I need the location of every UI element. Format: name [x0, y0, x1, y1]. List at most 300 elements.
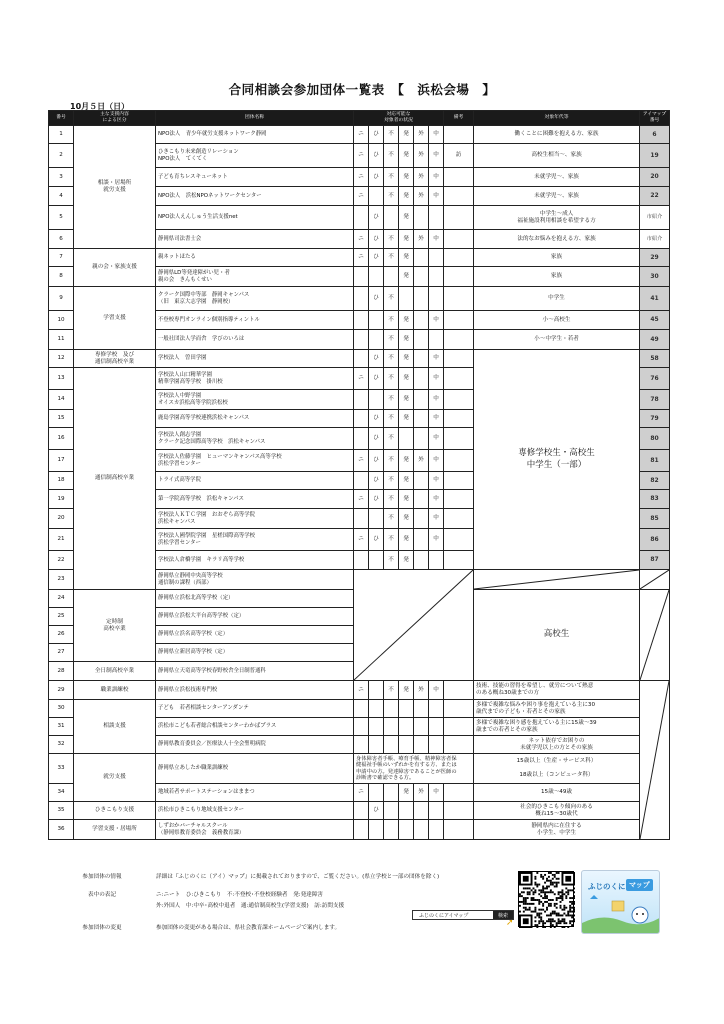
status-flag	[429, 700, 444, 718]
row-number: 26	[49, 626, 74, 644]
target-age: 法的なお悩みを抱える方、家族	[474, 230, 640, 249]
status-flag	[354, 350, 369, 368]
status-flag: 中	[429, 529, 444, 551]
eligibility-note: 身体障害者手帳、療育手帳、精神障害者保 健福祉手帳のいずれかを有する方、または 申請中の方。発達障害であることが医師の 診断書で確認できる方。	[354, 754, 474, 784]
map-number: 58	[640, 350, 670, 368]
status-flag: 不	[384, 144, 399, 168]
org-name: 学校法人中野学園 オイスカ浜松高等学院浜松校	[156, 390, 354, 410]
info-label: 参加団体の情報	[82, 874, 122, 880]
org-name: 静岡県立浜松大平台高等学校（定）	[156, 608, 354, 626]
row-number: 18	[49, 472, 74, 490]
status-flag: ひ	[369, 472, 384, 490]
note-cell	[444, 368, 474, 390]
map-number: 49	[640, 330, 670, 350]
status-flag: 不	[384, 368, 399, 390]
search-button[interactable]: 検索	[493, 911, 513, 919]
status-flag: 中	[429, 428, 444, 450]
row-number: 12	[49, 350, 74, 368]
status-flag: 中	[429, 450, 444, 472]
note-cell	[444, 267, 474, 287]
row-number: 22	[49, 551, 74, 570]
org-name: NPO法人 青少年就労支援ネットワーク静岡	[156, 126, 354, 144]
status-flag: 発	[399, 330, 414, 350]
status-flag: 不	[384, 681, 399, 700]
row-number: 2	[49, 144, 74, 168]
status-flag	[369, 700, 384, 718]
status-flag	[384, 736, 399, 754]
org-name: 学校法人倉橋学園 キラリ高等学校	[156, 551, 354, 570]
status-flag	[354, 311, 369, 330]
status-flag	[384, 802, 399, 820]
status-flag: ニ	[354, 490, 369, 509]
status-flag	[384, 820, 399, 840]
status-flag: 発	[399, 311, 414, 330]
note-cell	[444, 390, 474, 410]
change-label: 参加団体の変更	[82, 925, 122, 931]
status-flag	[399, 428, 414, 450]
status-flag: 外	[414, 230, 429, 249]
org-name: トライ式高等学院	[156, 472, 354, 490]
org-name: 静岡県立浜松技術専門校	[156, 681, 354, 700]
target-age: 多様で複雑な困り感を抱えている主に15歳～39 歳までの若者とその家族	[474, 718, 640, 736]
status-flag: 中	[429, 509, 444, 529]
status-flag	[369, 736, 384, 754]
note-cell	[444, 736, 474, 754]
row-number: 32	[49, 736, 74, 754]
status-flag	[414, 428, 429, 450]
map-number: 86	[640, 529, 670, 551]
status-flag	[354, 700, 369, 718]
org-name: しずおかバーチャルスクール （静岡県教育委員会 義務教育課）	[156, 820, 354, 840]
status-flag: 不	[384, 330, 399, 350]
change-notice	[48, 923, 518, 931]
row-number: 21	[49, 529, 74, 551]
status-flag: 発	[399, 249, 414, 267]
status-flag	[414, 390, 429, 410]
status-flag: ひ	[369, 249, 384, 267]
map-number: 85	[640, 509, 670, 529]
status-flag	[414, 249, 429, 267]
header-org: 団体名称	[156, 111, 354, 126]
status-flag: 発	[399, 168, 414, 187]
pointer-cursor-icon: ➚	[506, 918, 514, 928]
org-name: NPO法人えんしゅう生活支援net	[156, 206, 354, 230]
status-flag	[384, 784, 399, 802]
target-age: 中学生～成人 福祉施設利用相談を希望する方	[474, 206, 640, 230]
row-number: 29	[49, 681, 74, 700]
status-flag	[369, 267, 384, 287]
org-name: 不登校専門オンライン個別指導ティントル	[156, 311, 354, 330]
status-flag	[369, 820, 384, 840]
note-cell	[444, 311, 474, 330]
table-row	[49, 249, 670, 267]
status-flag	[429, 551, 444, 570]
status-flag: ひ	[369, 802, 384, 820]
status-flag: 外	[414, 144, 429, 168]
header-target: 対象年代等	[474, 111, 640, 126]
qr-code-icon[interactable]	[518, 871, 574, 927]
status-flag	[414, 350, 429, 368]
status-flag	[354, 472, 369, 490]
note-cell	[444, 206, 474, 230]
status-flag	[414, 509, 429, 529]
target-age: 高校生相当～、家族	[474, 144, 640, 168]
status-flag	[429, 802, 444, 820]
org-name: 静岡県立新居高等学校（定）	[156, 644, 354, 662]
note-cell	[444, 490, 474, 509]
status-flag: 中	[429, 390, 444, 410]
row-number: 15	[49, 410, 74, 428]
status-flag	[414, 529, 429, 551]
status-flag: 不	[384, 249, 399, 267]
header-category: 主な支援内容 による区分	[74, 111, 156, 126]
org-name: 学校法人佐藤学園 ヒューマンキャンパス高等学校 浜松学習センター	[156, 450, 354, 472]
header-note: 備考	[444, 111, 474, 126]
status-flag: 中	[429, 472, 444, 490]
header-flags: 対応可能な 対象者の状況	[354, 111, 444, 126]
status-flag: ニ	[354, 681, 369, 700]
note-cell	[444, 472, 474, 490]
status-flag	[354, 410, 369, 428]
status-flag	[369, 509, 384, 529]
status-flag: 不	[384, 450, 399, 472]
map-number: 82	[640, 472, 670, 490]
status-flag: 発	[399, 230, 414, 249]
row-number: 20	[49, 509, 74, 529]
status-flag	[354, 736, 369, 754]
status-flag: 外	[414, 187, 429, 206]
status-flag	[369, 718, 384, 736]
note-cell	[444, 249, 474, 267]
status-flag	[354, 802, 369, 820]
category-cell: 相談支援	[74, 700, 156, 754]
status-flag: 中	[429, 368, 444, 390]
category-cell: 親の会・家族支援	[74, 249, 156, 287]
status-flag: 発	[399, 490, 414, 509]
row-number: 23	[49, 570, 74, 590]
table-row	[49, 754, 670, 784]
category-cell: 学習支援・居場所	[74, 820, 156, 840]
logo-map-text: マップ	[626, 879, 653, 891]
status-flag: ニ	[354, 144, 369, 168]
status-flag: ニ	[354, 368, 369, 390]
org-name: 鹿島学園高等学校連携浜松キャンパス	[156, 410, 354, 428]
status-flag: ニ	[354, 784, 369, 802]
status-flag: ひ	[369, 206, 384, 230]
row-number: 35	[49, 802, 74, 820]
note-cell	[444, 529, 474, 551]
status-flag	[414, 330, 429, 350]
status-flag: 中	[429, 144, 444, 168]
status-flag	[429, 287, 444, 311]
status-flag: 発	[399, 368, 414, 390]
row-number: 17	[49, 450, 74, 472]
row-number: 30	[49, 700, 74, 718]
status-flag: 不	[384, 168, 399, 187]
status-flag	[414, 287, 429, 311]
map-number: 83	[640, 490, 670, 509]
status-flag: ニ	[354, 126, 369, 144]
info-text: 詳細は『ふじのくに（アイ）マップ』に掲載されておりますので、ご覧ください。(県立学校と一部の団体を除く)	[156, 874, 440, 880]
note-cell: 訪	[444, 144, 474, 168]
status-flag	[399, 820, 414, 840]
status-flag: ニ	[354, 168, 369, 187]
status-flag: 中	[429, 350, 444, 368]
status-flag: ひ	[369, 450, 384, 472]
target-age: 小～中学生・若者	[474, 330, 640, 350]
status-flag: 発	[399, 187, 414, 206]
status-flag: ひ	[369, 287, 384, 311]
note-cell	[444, 450, 474, 472]
status-flag: 中	[429, 126, 444, 144]
status-flag	[384, 718, 399, 736]
row-number: 8	[49, 267, 74, 287]
org-name: クラーク国際中等部 静岡キャンパス （旧 東京大志学園 静岡校）	[156, 287, 354, 311]
status-flag	[369, 187, 384, 206]
org-name: 学校法人ＫＴＣ学園 おおぞら高等学院 浜松キャンパス	[156, 509, 354, 529]
change-text: 参加団体の変更がある場合は、県社会教育課ホームページで案内します。	[156, 925, 341, 931]
row-number: 6	[49, 230, 74, 249]
target-diagonal	[474, 570, 640, 590]
org-name: 学校法人國學院学園 星槎国際高等学校 浜松学習センター	[156, 529, 354, 551]
status-flag	[429, 249, 444, 267]
note-cell	[444, 230, 474, 249]
status-flag: 外	[414, 126, 429, 144]
note-cell	[444, 784, 474, 802]
status-flag	[414, 267, 429, 287]
target-age: 静岡県内に在住する 小学生、中学生	[474, 820, 640, 840]
target-age: 高校生	[474, 590, 640, 681]
note-cell	[444, 168, 474, 187]
category-cell: 学習支援	[74, 287, 156, 350]
category-cell: 就労支援	[74, 754, 156, 802]
status-flag: 不	[384, 350, 399, 368]
status-flag	[369, 390, 384, 410]
row-number: 33	[49, 754, 74, 784]
org-name: NPO法人 浜松NPOネットワークセンター	[156, 187, 354, 206]
status-flag	[354, 820, 369, 840]
map-diagonal	[640, 681, 670, 840]
status-flag	[399, 802, 414, 820]
target-age: 社会的ひきこもり傾向のある 概ね15～30歳代	[474, 802, 640, 820]
status-flag: 発	[399, 509, 414, 529]
org-name: 静岡県司法書士会	[156, 230, 354, 249]
status-flag	[414, 206, 429, 230]
map-number: 30	[640, 267, 670, 287]
category-cell: 全日制高校卒業	[74, 662, 156, 681]
org-name: 学校法人山口精華学園 精華学園高等学校 掛川校	[156, 368, 354, 390]
status-flag	[414, 700, 429, 718]
status-flag	[414, 802, 429, 820]
row-number: 4	[49, 187, 74, 206]
status-flag	[414, 410, 429, 428]
map-diagonal	[640, 590, 670, 681]
target-age: 小～高校生	[474, 311, 640, 330]
row-number: 9	[49, 287, 74, 311]
org-name: 静岡県立天竜高等学校春野校舎全日制普通科	[156, 662, 354, 681]
status-flag: 不	[384, 126, 399, 144]
fujinokuni-map-logo[interactable]	[581, 870, 660, 934]
org-name: 静岡県立あしたか職業訓練校	[156, 754, 354, 784]
target-age: 未就学児～、家族	[474, 168, 640, 187]
org-name: 第一学院高等学校 浜松キャンパス	[156, 490, 354, 509]
table-row	[49, 126, 670, 144]
org-name: 親ネットほたる	[156, 249, 354, 267]
status-flag: 中	[429, 681, 444, 700]
status-flag: 不	[384, 390, 399, 410]
status-flag: 中	[429, 311, 444, 330]
status-flag: 不	[384, 230, 399, 249]
note-cell	[444, 350, 474, 368]
status-flag	[429, 736, 444, 754]
status-flag	[399, 287, 414, 311]
no-flags-diagonal	[354, 570, 474, 681]
status-flag	[429, 206, 444, 230]
row-number: 34	[49, 784, 74, 802]
note-cell	[444, 681, 474, 700]
row-number: 10	[49, 311, 74, 330]
org-name: 静岡県立浜松北高等学校（定）	[156, 590, 354, 608]
footer	[48, 870, 518, 910]
status-flag: ひ	[369, 428, 384, 450]
note-cell	[444, 187, 474, 206]
note-cell	[444, 126, 474, 144]
target-age: 働くことに困難を抱える方、家族	[474, 126, 640, 144]
status-flag: 発	[399, 472, 414, 490]
status-flag: 不	[384, 428, 399, 450]
org-name: 一般社団法人学而舎 学びのいろは	[156, 330, 354, 350]
status-flag: 不	[384, 509, 399, 529]
map-number: 81	[640, 450, 670, 472]
status-flag: ひ	[369, 168, 384, 187]
row-number: 14	[49, 390, 74, 410]
status-flag: 発	[399, 551, 414, 570]
note-cell	[444, 802, 474, 820]
status-flag: 発	[399, 144, 414, 168]
row-number: 27	[49, 644, 74, 662]
status-flag: 外	[414, 681, 429, 700]
target-age: 多様で複雑な悩みや困り事を抱えている主に30 歳代までの子ども・若者とその家族	[474, 700, 640, 718]
table-row	[49, 700, 670, 718]
org-name: 静岡県教育委員会／医療法人十全会聖明病院	[156, 736, 354, 754]
row-number: 36	[49, 820, 74, 840]
status-flag	[384, 206, 399, 230]
row-number: 16	[49, 428, 74, 450]
status-flag: 不	[384, 551, 399, 570]
map-number: 76	[640, 368, 670, 390]
status-flag	[354, 551, 369, 570]
status-flag: 不	[384, 490, 399, 509]
note-cell	[444, 428, 474, 450]
status-flag	[369, 330, 384, 350]
status-flag: 外	[414, 784, 429, 802]
status-flag: ひ	[369, 490, 384, 509]
status-flag	[369, 311, 384, 330]
status-flag: 中	[429, 784, 444, 802]
table-row	[49, 802, 670, 820]
search-box[interactable]	[412, 910, 514, 920]
target-age: 専修学校生・高校生 中学生（一部）	[474, 350, 640, 570]
status-flag	[414, 736, 429, 754]
target-age: 15歳～49歳	[474, 784, 640, 802]
target-age: 家族	[474, 249, 640, 267]
status-flag: ニ	[354, 230, 369, 249]
note-cell	[444, 718, 474, 736]
status-flag	[369, 784, 384, 802]
status-flag	[414, 718, 429, 736]
note-cell	[444, 551, 474, 570]
map-number: 78	[640, 390, 670, 410]
table-row	[49, 350, 670, 368]
status-flag	[384, 267, 399, 287]
row-number: 5	[49, 206, 74, 230]
mascot-illustration-icon	[582, 893, 660, 934]
status-flag: ニ	[354, 450, 369, 472]
category-cell: ひきこもり支援	[74, 802, 156, 820]
status-flag	[399, 736, 414, 754]
org-name: 静岡県立静岡中央高等学校 通信制の課程（西部）	[156, 570, 354, 590]
logo-text: ふじのくに	[588, 882, 626, 891]
status-flag: 発	[399, 529, 414, 551]
map-number: 87	[640, 551, 670, 570]
status-flag: 発	[399, 450, 414, 472]
status-flag: 中	[429, 168, 444, 187]
status-flag	[354, 287, 369, 311]
status-flag: ニ	[354, 529, 369, 551]
status-flag	[414, 551, 429, 570]
table-row	[49, 681, 670, 700]
status-flag	[414, 311, 429, 330]
map-number: 20	[640, 168, 670, 187]
status-flag	[354, 267, 369, 287]
map-number: 19	[640, 144, 670, 168]
map-number: 29	[640, 249, 670, 267]
status-flag: ニ	[354, 187, 369, 206]
status-flag	[429, 718, 444, 736]
status-flag: 不	[384, 311, 399, 330]
status-flag: ニ	[354, 249, 369, 267]
status-flag: 発	[399, 126, 414, 144]
status-flag: ひ	[369, 144, 384, 168]
category-cell: 専修学校 及び 通信制高校卒業	[74, 350, 156, 368]
legend-label: 表中の表記	[88, 892, 116, 898]
status-flag: 不	[384, 472, 399, 490]
target-age: 技術、技能の習得を希望し、就労について熱意 のある概ね30歳までの方	[474, 681, 640, 700]
status-flag: ひ	[369, 126, 384, 144]
map-diagonal	[640, 570, 670, 590]
org-name: 子ども育ちレスキューネット	[156, 168, 354, 187]
map-number: 79	[640, 410, 670, 428]
target-age: ネット依存でお困りの 未就学児以上の方とその家族	[474, 736, 640, 754]
table-header-row	[49, 111, 670, 126]
note-cell	[444, 700, 474, 718]
target-age: 家族	[474, 267, 640, 287]
org-name: ひきこもり未来創造リレーション NPO法人 てくてく	[156, 144, 354, 168]
status-flag	[399, 700, 414, 718]
search-input[interactable]: ふじのくにアイマップ	[419, 912, 469, 919]
status-flag	[354, 428, 369, 450]
org-name: 子ども 若者相談センターアンダンテ	[156, 700, 354, 718]
status-flag: 発	[399, 410, 414, 428]
status-flag: 発	[399, 206, 414, 230]
status-flag	[354, 509, 369, 529]
status-flag	[429, 267, 444, 287]
note-cell	[444, 330, 474, 350]
header-map: アイマップ 番号	[640, 111, 670, 126]
category-cell: 定時制 高校卒業	[74, 590, 156, 662]
status-flag	[354, 390, 369, 410]
org-name: 地域若者サポートステーションはままつ	[156, 784, 354, 802]
